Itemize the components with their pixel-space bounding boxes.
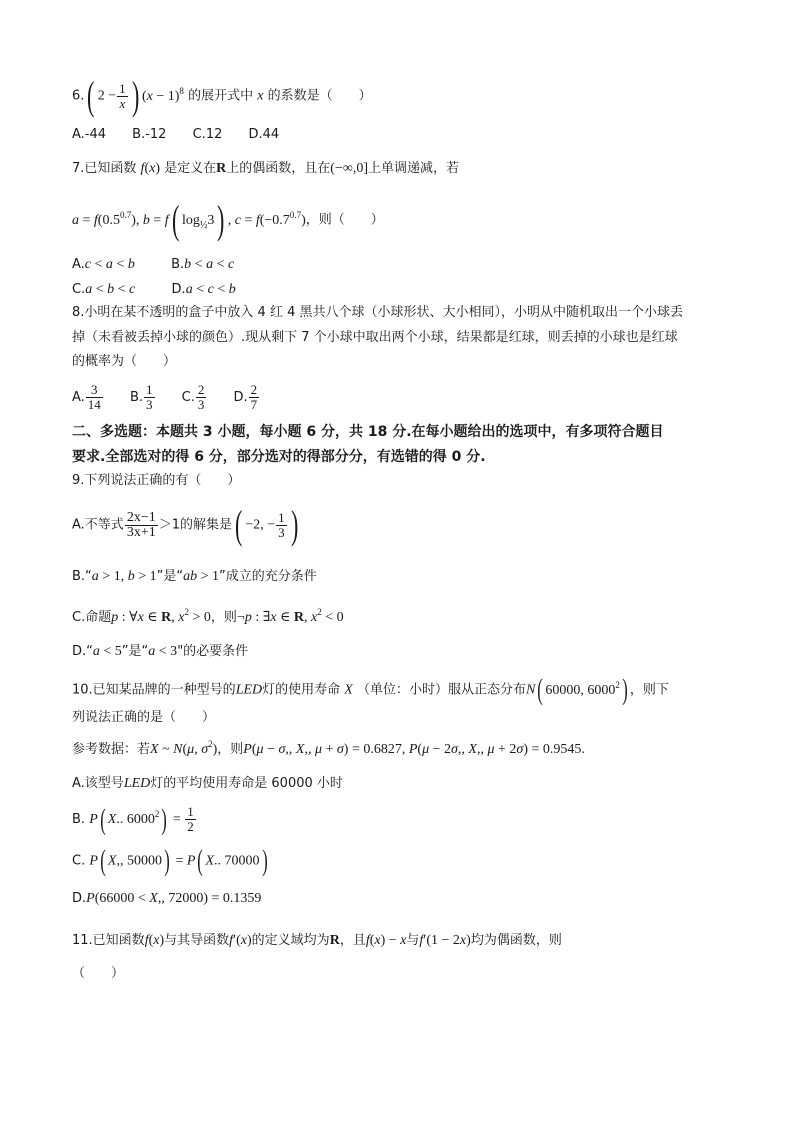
question-7-stem: 7.已知函数 f(x) 是定义在R上的偶函数，且在(−∞,0]上单调递减，若: [72, 161, 460, 176]
question-10-reference: 参考数据：若X ~ N(μ, $\sigma^2$)，则P(μ − σ,, X,, μ + σ) = 0.6827, P(μ − 2σ,, X,, μ + 2σ) = 0.9545.: [72, 739, 585, 757]
question-8-options: [72, 380, 282, 416]
question-9-option-b: B.“a > 1, b > 1”是“ab > 1”成立的充分条件: [72, 569, 317, 584]
question-10-option-a: A.该型号LED灯的平均使用寿命是 60000 小时: [72, 776, 343, 791]
question-11-line1: 11.已知函数f(x)与其导函数f′(x)的定义域均为R，且f(x) − x与f′(1 − 2x)均为偶函数，则: [72, 933, 562, 948]
question-11-line2: （ ）: [72, 966, 125, 981]
option-c: C.12: [192, 127, 223, 142]
option-a: A.-44: [72, 127, 107, 142]
question-8-line2: 掉（未看被丢掉小球的颜色）.现从剩下 7 个小球中取出两个小球，结果都是红球，则丢掉的小球也是红球: [72, 330, 678, 345]
section-2-heading-line2: 要求.全部选对的得 6 分，部分选对的得部分分，有选错的得 0 分.: [72, 449, 486, 465]
question-8-line1: 8.小明在某不透明的盒子中放入 4 红 4 黑共八个球（小球形状、大小相同），小明从中随机取出一个小球丢: [72, 305, 683, 320]
question-6-stem: 6.( 2 − $\frac{1}{x}$ ) $(x - 1)^8$ 的展开式中 x 的系数是（ ）: [72, 73, 372, 118]
question-9-option-a: A.不等式 $\frac{2x-1}{3x+1}$ ＞1的解集是( −2, − $\frac{1}{3}$ ): [72, 502, 298, 547]
option-b: B.-12: [132, 127, 167, 142]
question-7-options-row1: A.c < a < b B.b < a < c: [72, 257, 235, 272]
option-b: B. $\frac{1}{3}$: [129, 382, 153, 412]
option-c: C. $\frac{2}{3}$: [181, 382, 205, 412]
question-9-option-d: D.“a < 5”是“a < 3"的必要条件: [72, 644, 249, 659]
option-a: A. $\frac{3}{14}$: [72, 382, 101, 412]
option-d: D.44: [248, 127, 280, 142]
question-9-option-c: C.命题p : ∀x ∈ R, $x^2 > 0$，则¬p : ∃x ∈ R, $x^2 < 0$: [72, 607, 344, 625]
question-7-options-row2: C.a < b < c D.a < c < b: [72, 282, 236, 297]
question-7-condition: $a = f(0.5^{0.7})$, b = f( $\log_{\frac{1}{2}}3$) , $c = f(-0.7^{0.7})$，则（ ）: [72, 197, 384, 242]
question-10-option-c: C. P( X,, 50000) = P( X.. 70000): [72, 844, 268, 877]
question-10-option-b: B. P( X.. $6000^2$) = $\frac{1}{2}$: [72, 802, 194, 836]
question-9-stem: 9.下列说法正确的有（ ）: [72, 473, 241, 488]
question-10-line2: 列说法正确的是（ ）: [72, 710, 216, 725]
question-10-line1: 10.已知某品牌的一种型号的LED灯的使用寿命 X （单位：小时）服从正态分布N( 60000, 6000$^2$) ，则下: [72, 673, 669, 706]
question-8-line3: 的概率为（ ）: [72, 354, 177, 369]
question-6-options: [72, 126, 301, 144]
question-10-option-d: D.P(66000 < X,, 72000) = 0.1359: [72, 891, 262, 906]
section-2-heading-line1: 二、多选题：本题共 3 小题，每小题 6 分，共 18 分.在每小题给出的选项中，有多项符合题目: [72, 424, 664, 440]
option-d: D. $\frac{2}{7}$: [233, 382, 258, 412]
